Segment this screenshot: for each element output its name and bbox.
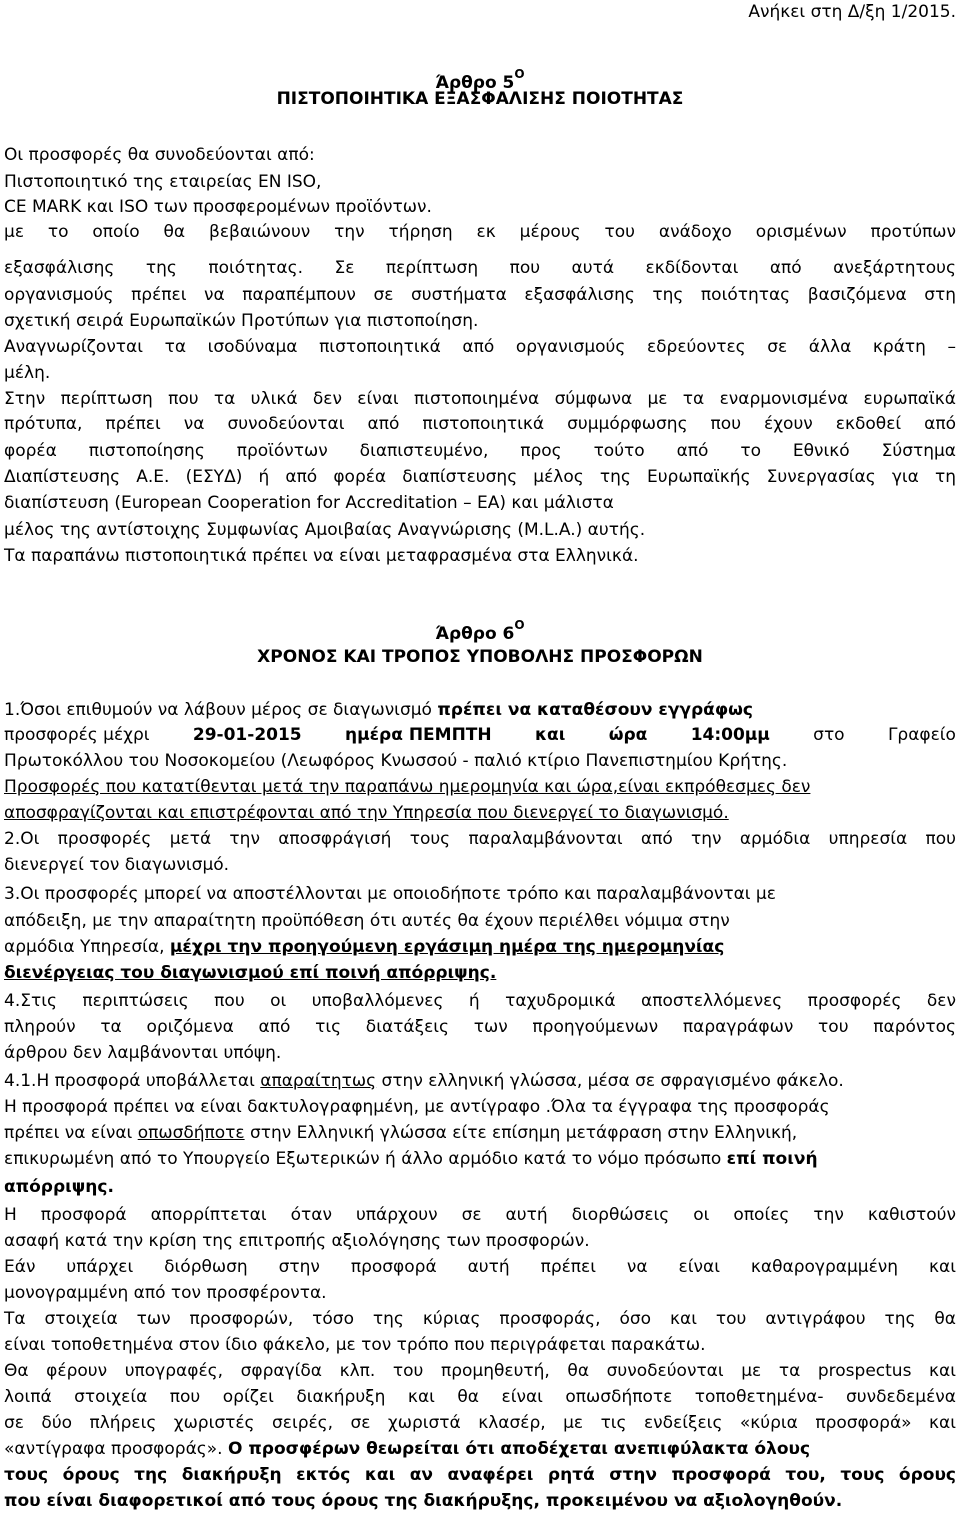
paragraph-line: οργανισμούς πρέπει να παραπέμπουν σε συστήματα εξασφάλισης της ποιότητας βασιζόμενα στη [4,285,956,305]
paragraph-line: «αντίγραφα προσφοράς». Ο προσφέρων θεωρείται ότι αποδέχεται ανεπιφύλακτα όλους [4,1439,811,1459]
paragraph-line: φορέα πιστοποίησης προϊόντων διαπιστευμένο, προς τούτο από το Εθνικό Σύστημα [4,441,956,461]
paragraph-line: απόδειξη, με την απαραίτητη προϋπόθεση ότι αυτές θα έχουν περιέλθει νόμιμα στην [4,911,730,931]
paragraph-line: είναι τοποθετημένα στον ίδιο φάκελο, με τον τρόπο που περιγράφεται παρακάτω. [4,1335,706,1355]
article-6-subtitle: ΧΡΟΝΟΣ ΚΑΙ ΤΡΟΠΟΣ ΥΠΟΒΟΛΗΣ ΠΡΟΣΦΟΡΩΝ [257,647,703,667]
paragraph-line: ασαφή κατά την κρίση της επιτροπής αξιολόγησης των προσφορών. [4,1231,590,1251]
paragraph-line: μονογραμμένη από τον προσφέροντα. [4,1283,327,1303]
paragraph-line: λοιπά στοιχεία που ορίζει διακήρυξη και θα είναι οπωσδήποτε τοποθετημένα- συνδεδεμένα [4,1387,956,1407]
paragraph-line: Προσφορές που κατατίθενται μετά την παραπάνω ημερομηνία και ώρα,είναι εκπρόθεσμες δεν [4,777,811,797]
deadline-day: ημέρα ΠΕΜΠΤΗ [344,725,492,745]
paragraph-line: με το οποίο θα βεβαιώνουν την τήρηση εκ μέρους του ανάδοχο ορισμένων προτύπων [4,222,956,242]
paragraph-line: μέλη. [4,363,51,383]
paragraph-line: 1.Όσοι επιθυμούν να λάβουν μέρος σε διαγωνισμό πρέπει να καταθέσουν εγγράφως [4,700,753,720]
paragraph-line: CE MARK και ISO των προσφερομένων προϊόντων. [4,197,432,217]
paragraph-line: πληρούν τα οριζόμενα από τις διατάξεις των προηγούμενων παραγράφων του παρόντος [4,1017,956,1037]
paragraph-line: Εάν υπάρχει διόρθωση στην προσφορά αυτή πρέπει να είναι καθαρογραμμένη και [4,1257,956,1277]
paragraph-line: Οι προσφορές θα συνοδεύονται από: [4,145,315,165]
header-note: Ανήκει στη Δ/ξη 1/2015. [748,2,956,22]
paragraph-line: 4.1.Η προσφορά υποβάλλεται απαραίτητως στην ελληνική γλώσσα, μέσα σε σφραγισμένο φάκελο. [4,1071,844,1091]
article-5-title: Άρθρο $5^O$ [435,67,525,93]
paragraph-line: σχετική σειρά Ευρωπαϊκών Προτύπων για πιστοποίηση. [4,311,479,331]
paragraph-line: Θα φέρουν υπογραφές, σφραγίδα κλπ. του προμηθευτή, θα συνοδεύονται με τα prospectus και [4,1361,956,1381]
deadline-date: 29-01-2015 [192,725,302,745]
paragraph-line: Πρωτοκόλλου του Νοσοκομείου (Λεωφόρος Κνωσσού - παλιό κτίριο Πανεπιστημίου Κρήτης. [4,751,788,771]
paragraph-line: 4.Στις περιπτώσεις που οι υποβαλλόμενες ή ταχυδρομικά αποστελλόμενες προσφορές δεν [4,991,956,1011]
paragraph-line: Διαπίστευσης Α.Ε. (ΕΣΥΔ) ή από φορέα διαπίστευσης μέλος της Ευρωπαϊκής Συνεργασίας για τη [4,467,956,487]
paragraph-line: Η προσφορά πρέπει να είναι δακτυλογραφημένη, με αντίγραφο .Όλα τα έγγραφα της προσφοράς [4,1097,830,1117]
paragraph-line: διενεργεί τον διαγωνισμό. [4,855,230,875]
paragraph-line: επικυρωμένη από το Υπουργείο Εξωτερικών ή άλλο αρμόδιο κατά το νόμο πρόσωπο επί ποινή [4,1149,818,1169]
paragraph-line: τους όρους της διακήρυξη εκτός και αν αναφέρει ρητά στην προσφορά του, τους όρους [4,1465,956,1485]
article-6-title: Άρθρο $6^O$ [435,618,525,644]
paragraph-line: Πιστοποιητικό της εταιρείας EN ISO, [4,172,322,192]
paragraph-line: Αναγνωρίζονται τα ισοδύναμα πιστοποιητικά από οργανισμούς εδρεύοντες σε άλλα κράτη – [4,337,956,357]
paragraph-line: απόρριψης. [4,1177,114,1197]
article-5-subtitle: ΠΙΣΤΟΠΟΙΗΤΙΚΑ ΕΞΑΣΦΑΛΙΣΗΣ ΠΟΙΟΤΗΤΑΣ [276,89,684,109]
paragraph-line: 2.Οι προσφορές μετά την αποσφράγισή τους παραλαμβάνονται από την αρμόδια υπηρεσία που [4,829,956,849]
paragraph-line: αρμόδια Υπηρεσία, μέχρι την προηγούμενη εργάσιμη ημέρα της ημερομηνίας [4,937,725,957]
paragraph-line: σε δύο πλήρεις χωριστές σειρές, σε χωριστά κλασέρ, με τις ενδείξεις «κύρια προσφορά» και [4,1413,956,1433]
paragraph-line: διενέργειας του διαγωνισμού επί ποινή απόρριψης. [4,963,497,983]
paragraph-line: Η προσφορά απορρίπτεται όταν υπάρχουν σε αυτή διορθώσεις οι οποίες την καθιστούν [4,1205,956,1225]
document-page [4,0,956,1521]
deadline-time: 14:00μμ [690,725,770,745]
paragraph-line: άρθρου δεν λαμβάνονται υπόψη. [4,1043,282,1063]
paragraph-line: μέλος της αντίστοιχης Συμφωνίας Αμοιβαίας Αναγνώρισης (M.L.A.) αυτής. [4,520,646,540]
paragraph-line: πρέπει να είναι οπωσδήποτε στην Ελληνική γλώσσα είτε επίσημη μετάφραση στην Ελληνική, [4,1123,798,1143]
paragraph-line: Τα παραπάνω πιστοποιητικά πρέπει να είναι μεταφρασμένα στα Ελληνικά. [4,546,639,566]
paragraph-line: 3.Οι προσφορές μπορεί να αποστέλλονται με οποιοδήποτε τρόπο και παραλαμβάνονται με [4,884,776,904]
paragraph-line: που είναι διαφορετικοί από τους όρους της διακήρυξης, προκειμένου να αξιολογηθούν. [4,1491,843,1511]
deadline-line: προσφορές μέχρι 29-01-2015 ημέρα ΠΕΜΠΤΗ και ώρα 14:00μμ στο Γραφείο [4,725,956,745]
paragraph-line: πρότυπα, πρέπει να συνοδεύονται από πιστοποιητικά συμμόρφωσης που έχουν εκδοθεί από [4,414,956,434]
paragraph-line: εξασφάλισης της ποιότητας. Σε περίπτωση που αυτά εκδίδονται από ανεξάρτητους [4,258,956,278]
paragraph-line: διαπίστευση (European Cooperation for Accreditation – EA) και μάλιστα [4,493,614,513]
paragraph-line: Στην περίπτωση που τα υλικά δεν είναι πιστοποιημένα σύμφωνα με τα εναρμονισμένα ευρωπαϊκά [4,389,956,409]
paragraph-line: αποσφραγίζονται και επιστρέφονται από την Υπηρεσία που διενεργεί το διαγωνισμό. [4,803,729,823]
paragraph-line: Τα στοιχεία των προσφορών, τόσο της κύριας προσφοράς, όσο και του αντιγράφου της θα [4,1309,956,1329]
